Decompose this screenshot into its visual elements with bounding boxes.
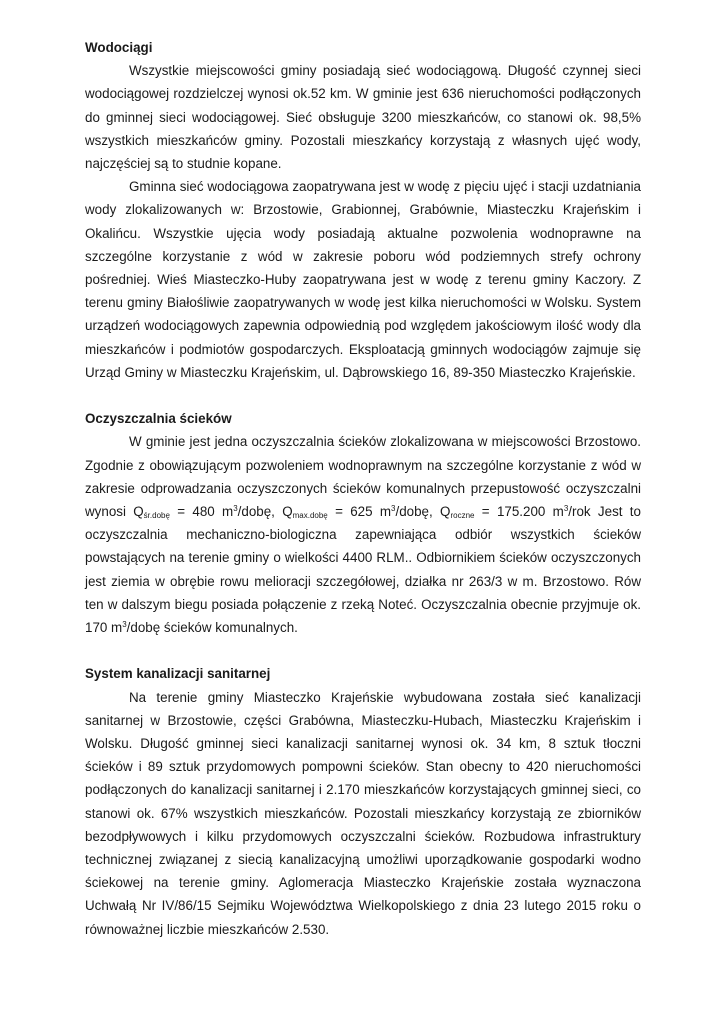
text-run: /dobę ścieków komunalnych. (126, 620, 298, 636)
text-run: /dobę, Q (237, 504, 293, 520)
superscript: 3 (391, 504, 396, 514)
text-run: = 480 m (169, 504, 234, 520)
subscript: roczne (450, 511, 475, 521)
text-run: W gminie jest jedna oczyszczalnia ścieków zlokalizowana w miejscowości Brzostowo. Zgodnie z obowiązującym pozwoleniem wodnoprawnym na szczególne korzystanie z wód w zakresie odprowadzania oczyszczonych ścieków komunalnych przepustowość oczyszczalni wynosi Q (85, 434, 641, 520)
heading-kanalizacja: System kanalizacji sanitarnej (85, 666, 271, 682)
document-page (85, 36, 641, 941)
paragraph-wodociagi-2: Gminna sieć wodociągowa zaopatrywana jest w wodę z pięciu ujęć i stacji uzdatniania wody zlokalizowanych w: Brzostowie, Grabionnej, Grabównie, Miasteczku Krajeńskim i Okalińcu. Wszystkie ujęcia wody posiadają aktualne pozwolenia wodnoprawne na szczególne korzystanie z wód w zakresie poboru wód podziemnych strefy ochrony pośredniej. Wieś Miasteczko-Huby zaopatrywana jest w wodę z terenu gminy Kaczory. Z terenu gminy Białośliwie zaopatrywanych w wodę jest kilka nieruchomości w Wolsku. System urządzeń wodociągowych zapewnia odpowiednią pod względem jakościowym ilość wody dla mieszkańców i podmiotów gospodarczych. Eksploatacją gminnych wodociągów zajmuje się Urząd Gminy w Miasteczku Krajeńskim, ul. Dąbrowskiego 16, 89-350 Miasteczko Krajeńskie. (85, 179, 641, 380)
text-run: = 175.200 m (474, 504, 564, 520)
paragraph-wodociagi-1: Wszystkie miejscowości gminy posiadają sieć wodociągową. Długość czynnej sieci wodociągowej rozdzielczej wynosi ok.52 km. W gminie jest 636 nieruchomości podłączonych do gminnej sieci wodociągowej. Sieć obsługuje 3200 mieszkańców, co stanowi ok. 98,5% wszystkich mieszkańców gminy. Pozostali mieszkańcy korzystają z własnych ujęć wody, najczęściej są to studnie kopane. (85, 63, 641, 172)
subscript: śr.dobę (143, 511, 170, 521)
heading-oczyszczalnia: Oczyszczalnia ścieków (85, 411, 232, 427)
subscript: max.dobę (292, 511, 328, 521)
superscript: 3 (563, 504, 569, 514)
spacer (85, 639, 641, 662)
text-run: = 625 m (327, 504, 392, 520)
paragraph-kanalizacja: Na terenie gminy Miasteczko Krajeńskie wybudowana została sieć kanalizacji sanitarnej w Brzostowie, części Grabówna, Miasteczku-Hubach, Miasteczku Krajeńskim i Wolsku. Długość gminnej sieci kanalizacji sanitarnej wynosi ok. 34 km, 8 sztuk tłoczni ścieków i 89 sztuk przydomowych pompowni ścieków. Stan obecny to 420 nieruchomości podłączonych do kanalizacji sanitarnej i 2.170 mieszkańców korzystających gminnej sieci, co stanowi ok. 67% wszystkich mieszkańców. Pozostali mieszkańcy korzystają ze zbiorników bezodpływowych i kilku przydomowych oczyszczalni ścieków. Rozbudowa infrastruktury technicznej związanej z siecią kanalizacyjną umożliwi uporządkowanie gospodarki wodno ściekowej na terenie gminy. Aglomeracja Miasteczko Krajeńskie została wyznaczona Uchwałą Nr IV/86/15 Sejmiku Województwa Wielkopolskiego z dnia 23 lutego 2015 roku o równoważnej liczbie mieszkańców 2.530. (85, 689, 641, 937)
superscript: 3 (122, 620, 127, 630)
spacer (85, 384, 641, 407)
paragraph-oczyszczalnia (85, 430, 641, 639)
superscript: 3 (233, 504, 238, 514)
heading-wodociagi: Wodociągi (85, 40, 153, 55)
text-run: /dobę, Q (395, 504, 451, 520)
text-run: /rok Jest to oczyszczalnia mechaniczno-biologiczna zapewniająca odbiór wszystkich ścieków powstających na terenie gminy o wielkości 4400 RLM.. Odbiornikiem ścieków oczyszczonych jest ziemia w obrębie rowu melioracji szczegółowej, działka nr 263/3 w m. Brzostowo. Rów ten w dalszym biegu posiada połączenie z rzeką Noteć. Oczyszczalnia obecnie przyjmuje ok. 170 m (85, 504, 641, 636)
